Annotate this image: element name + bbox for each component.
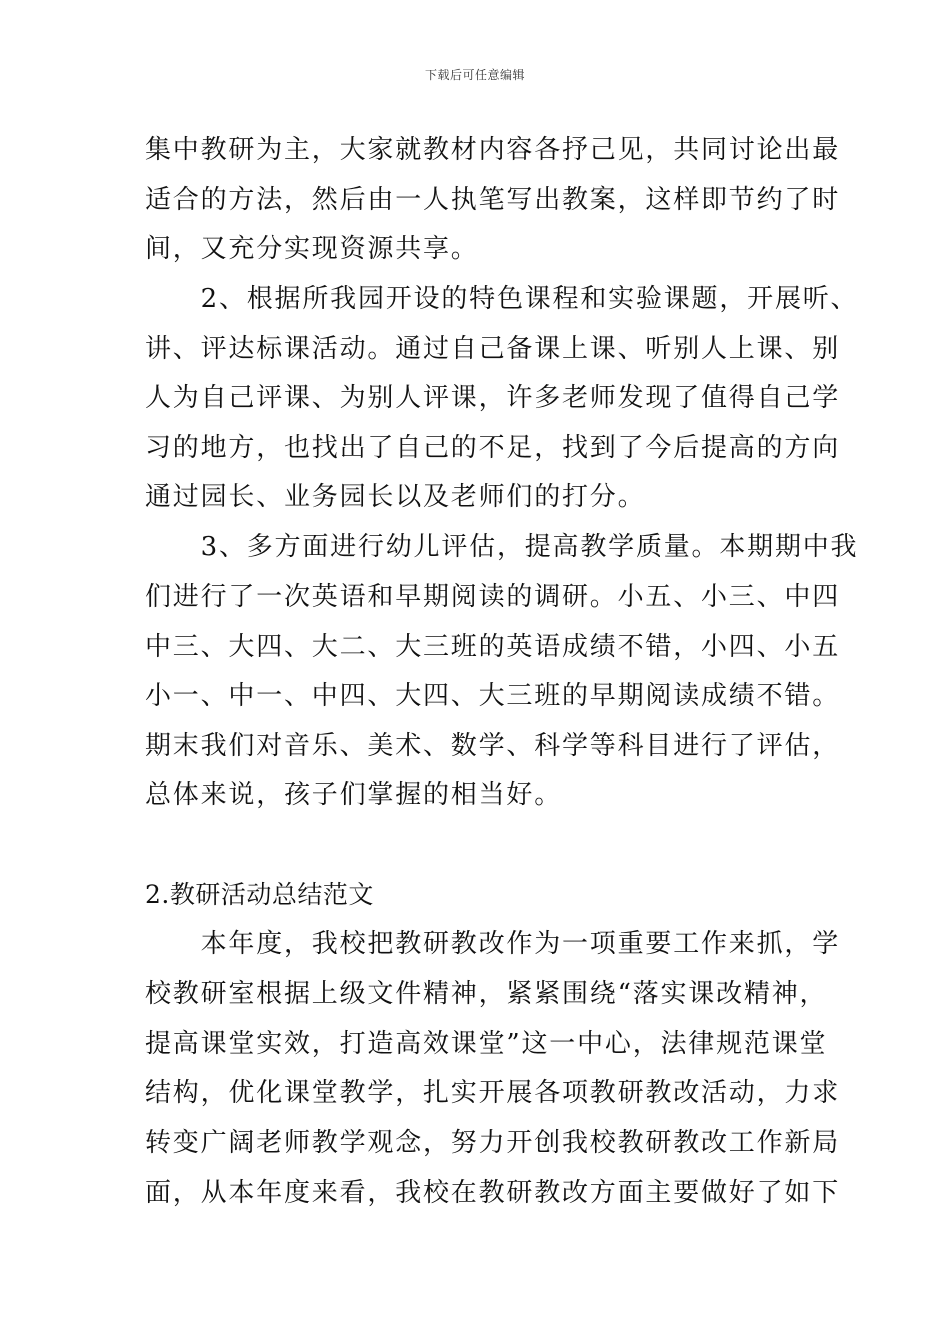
- body-line: 小一、中一、中四、大四、大三班的早期阅读成绩不错。: [145, 681, 841, 711]
- body-line: 人为自己评课、为别人评课，许多老师发现了值得自己学: [145, 383, 841, 413]
- body-line: 3、多方面进行幼儿评估，提高教学质量。本期期中我: [145, 532, 859, 562]
- body-line: 间，又充分实现资源共享。: [145, 234, 479, 264]
- body-line: 通过园长、业务园长以及老师们的打分。: [145, 482, 646, 512]
- page-header: 下载后可任意编辑: [424, 68, 525, 82]
- body-line: 总体来说，孩子们掌握的相当好。: [145, 780, 563, 810]
- body-line: 本年度，我校把教研教改作为一项重要工作来抓，学: [145, 929, 841, 959]
- body-line: 们进行了一次英语和早期阅读的调研。小五、小三、中四: [145, 582, 841, 612]
- body-line: 结构，优化课堂教学，扎实开展各项教研教改活动，力求: [145, 1078, 841, 1108]
- body-line: 2、根据所我园开设的特色课程和实验课题，开展听、: [145, 284, 859, 314]
- body-line: 校教研室根据上级文件精神，紧紧围绕“落实课改精神，: [145, 979, 828, 1009]
- body-line: 适合的方法，然后由一人执笔写出教案，这样即节约了时: [145, 185, 841, 215]
- body-line: 面，从本年度来看，我校在教研教改方面主要做好了如下: [145, 1178, 841, 1208]
- section-heading: 2.教研活动总结范文: [145, 880, 374, 909]
- body-line: 中三、大四、大二、大三班的英语成绩不错，小四、小五: [145, 632, 841, 662]
- body-line: 提高课堂实效，打造高效课堂”这一中心，法律规范课堂: [145, 1029, 828, 1059]
- body-line: 期末我们对音乐、美术、数学、科学等科目进行了评估，: [145, 731, 841, 761]
- body-line: 转变广阔老师教学观念，努力开创我校教研教改工作新局: [145, 1128, 841, 1158]
- body-line: 讲、评达标课活动。通过自己备课上课、听别人上课、别: [145, 334, 841, 364]
- body-line: 习的地方，也找出了自己的不足，找到了今后提高的方向: [145, 433, 841, 463]
- body-line: 集中教研为主，大家就教材内容各抒己见，共同讨论出最: [145, 135, 841, 165]
